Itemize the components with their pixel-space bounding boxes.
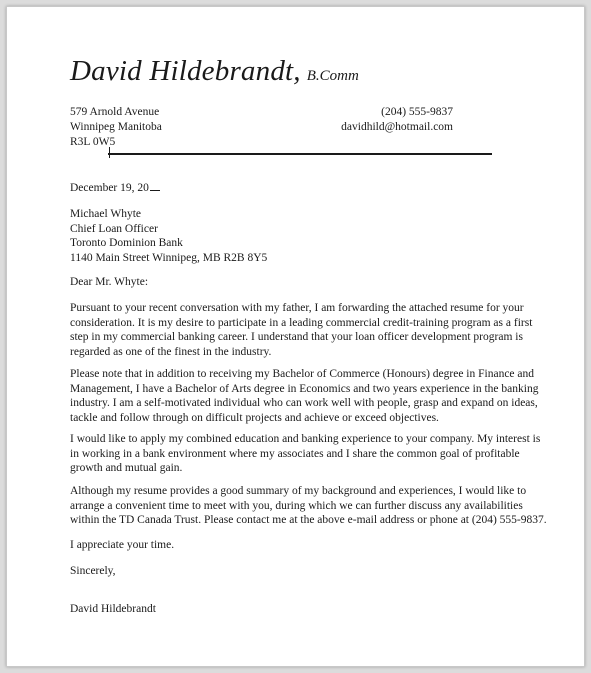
recipient-line: Michael Whyte [70, 208, 141, 220]
paragraph-line: within the TD Canada Trust. Please contact me at the above e-mail address or phone at (204) 555-9837. [70, 514, 547, 526]
paragraph-line: step in my commercial banking career. I understand that your loan officer development program is [70, 331, 523, 343]
letterhead-name [70, 55, 359, 88]
paragraph-line: industry. I am a self-motivated individual who can work well with people, grasp and expand on ideas, [70, 397, 538, 409]
date-text: December 19, 20 [70, 182, 149, 194]
closing: Sincerely, [70, 565, 116, 577]
paragraph-line: Pursuant to your recent conversation with my father, I am forwarding the attached resume for your [70, 302, 524, 314]
letter-date [70, 181, 530, 196]
paragraph-line: Although my resume provides a good summary of my background and experiences, I would like to [70, 485, 527, 497]
paragraph-line: Management, I have a Bachelor of Arts degree in Economics and two years experience in the banking [70, 382, 539, 395]
recipient-block [70, 207, 530, 265]
paragraph-4 [70, 484, 547, 528]
paragraph-3 [70, 432, 541, 476]
recipient-line: Chief Loan Officer [70, 222, 158, 235]
address-line: R3L 0W5 [70, 136, 116, 148]
letterhead-rule [108, 153, 492, 155]
paragraph-1 [70, 301, 533, 359]
letter-page [6, 6, 585, 667]
paragraph-line: I would like to apply my combined education and banking experience to your company. My interest is [70, 433, 541, 445]
paragraph-line: tackle and follow through on difficult projects and achieve or exceed objectives. [70, 411, 439, 424]
sender-contact [341, 105, 453, 135]
recipient-line: Toronto Dominion Bank [70, 237, 183, 249]
paragraph-line: regarded as one of the finest in the industry. [70, 345, 272, 358]
paragraph-line: consideration. It is my desire to participate in a leading commercial credit-training program as a first [70, 316, 533, 329]
sender-email: davidhild@hotmail.com [341, 121, 453, 133]
paragraph-line: Please note that in addition to receiving my Bachelor of Commerce (Honours) degree in Finance and [70, 368, 535, 380]
signature-name: David Hildebrandt [70, 603, 156, 615]
paragraph-5 [70, 538, 530, 553]
salutation: Dear Mr. Whyte: [70, 276, 149, 288]
address-line: Winnipeg Manitoba [70, 121, 162, 133]
paragraph-line: in working in a bank environment where my associates and I share the common goal of profitable [70, 447, 520, 460]
sender-name: David Hildebrandt, [70, 55, 301, 87]
paragraph-2 [70, 367, 539, 425]
sender-credential: B.Comm [306, 68, 359, 84]
recipient-line: 1140 Main Street Winnipeg, MB R2B 8Y5 [70, 251, 268, 264]
sender-phone: (204) 555-9837 [381, 106, 453, 118]
address-line: 579 Arnold Avenue [70, 106, 160, 118]
paragraph-line: growth and mutual gain. [70, 462, 183, 474]
sender-address [70, 105, 162, 150]
paragraph-line: I appreciate your time. [70, 539, 175, 551]
paragraph-line: arrange a convenient time to meet with you, during which we can further discuss any availabilities [70, 499, 523, 512]
date-blank [150, 190, 160, 191]
